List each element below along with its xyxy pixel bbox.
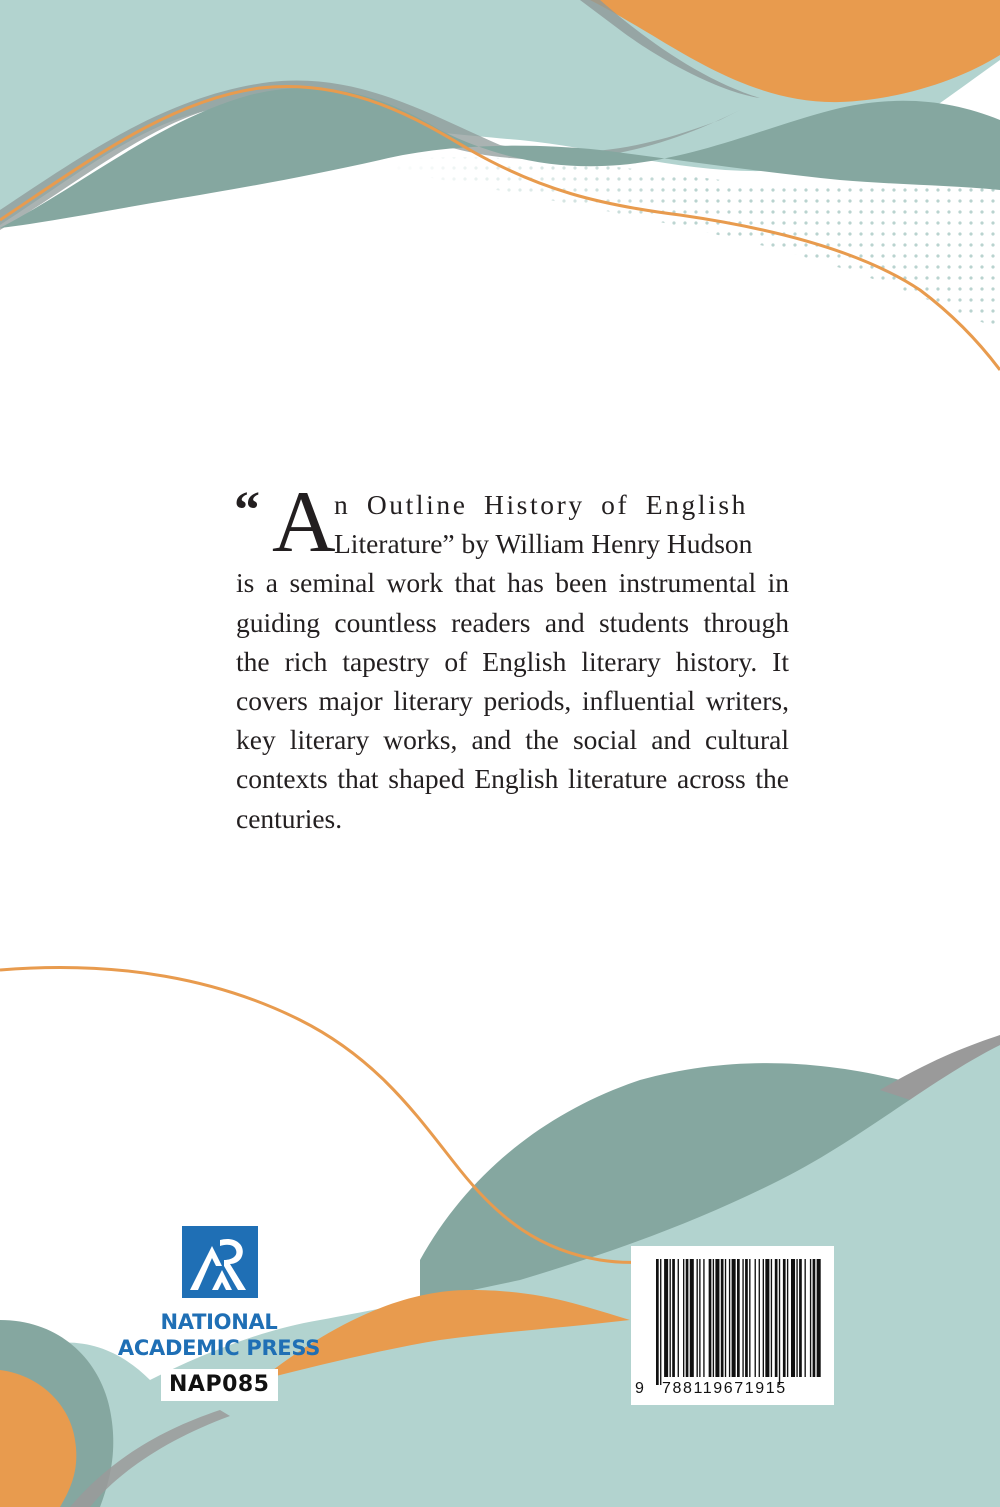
series-code: NAP085 bbox=[161, 1369, 278, 1401]
barcode-icon bbox=[656, 1259, 822, 1385]
barcode-bar bbox=[775, 1259, 778, 1377]
barcode-bar bbox=[699, 1259, 700, 1377]
isbn-barcode bbox=[631, 1246, 834, 1405]
top-wave-decoration bbox=[0, 0, 1000, 380]
book-description bbox=[234, 474, 789, 838]
barcode-bar bbox=[799, 1259, 802, 1377]
barcode-bar bbox=[765, 1259, 769, 1377]
barcode-bar bbox=[729, 1259, 730, 1377]
barcode-bar bbox=[749, 1259, 750, 1377]
barcode-bar bbox=[715, 1259, 719, 1377]
barcode-bar bbox=[703, 1259, 704, 1377]
barcode-bar bbox=[732, 1259, 736, 1377]
barcode-bar bbox=[725, 1259, 726, 1377]
publisher-logo-icon bbox=[182, 1226, 258, 1298]
publisher-name-line-2: ACADEMIC PRESS bbox=[117, 1336, 321, 1360]
isbn-remaining-digits: 788119671915 bbox=[662, 1380, 787, 1397]
barcode-bar bbox=[742, 1259, 743, 1377]
barcode-bar bbox=[783, 1259, 786, 1377]
barcode-bar bbox=[737, 1259, 740, 1377]
barcode-bar bbox=[690, 1259, 694, 1377]
barcode-bar bbox=[745, 1259, 748, 1377]
barcode-bar bbox=[721, 1259, 724, 1377]
publisher-name bbox=[108, 1309, 330, 1361]
barcode-bar bbox=[813, 1259, 816, 1377]
barcode-bar bbox=[664, 1259, 668, 1377]
barcode-bar bbox=[779, 1259, 780, 1385]
barcode-bar bbox=[805, 1259, 806, 1377]
barcode-bar bbox=[817, 1259, 821, 1377]
barcode-bar bbox=[810, 1259, 811, 1377]
barcode-bar bbox=[686, 1259, 689, 1377]
opening-quote-mark: “ bbox=[234, 482, 258, 539]
barcode-bar bbox=[713, 1259, 714, 1377]
barcode-bar bbox=[678, 1259, 679, 1377]
description-line-1: n Outline History of English bbox=[334, 489, 748, 520]
barcode-bar bbox=[660, 1259, 661, 1385]
barcode-bar bbox=[763, 1259, 764, 1377]
barcode-bar bbox=[791, 1259, 795, 1377]
barcode-bar bbox=[787, 1259, 788, 1377]
publisher-name-line-1: NATIONAL bbox=[160, 1310, 278, 1334]
barcode-bar bbox=[759, 1259, 760, 1377]
barcode-bar bbox=[683, 1259, 684, 1377]
description-body: is a seminal work that has been instrumental in guiding countless readers and students through the rich tapestry of English literary history. It covers major literary periods, influential writers, key literary works, and the social and cultural contexts that shaped English literature across the centuries. bbox=[236, 567, 789, 834]
barcode-bar bbox=[796, 1259, 797, 1377]
barcode-bar bbox=[755, 1259, 756, 1377]
barcode-bar bbox=[656, 1259, 659, 1385]
isbn-first-digit: 9 bbox=[635, 1380, 646, 1397]
bottom-wave-decoration bbox=[0, 960, 1000, 1507]
barcode-bar bbox=[672, 1259, 675, 1377]
description-line-2: Literature” by William Henry Hudson bbox=[334, 528, 753, 560]
barcode-bar bbox=[771, 1259, 772, 1377]
barcode-bar bbox=[670, 1259, 671, 1377]
drop-cap-letter: A bbox=[272, 474, 336, 571]
barcode-bar bbox=[709, 1259, 712, 1377]
barcode-bar bbox=[697, 1259, 698, 1377]
